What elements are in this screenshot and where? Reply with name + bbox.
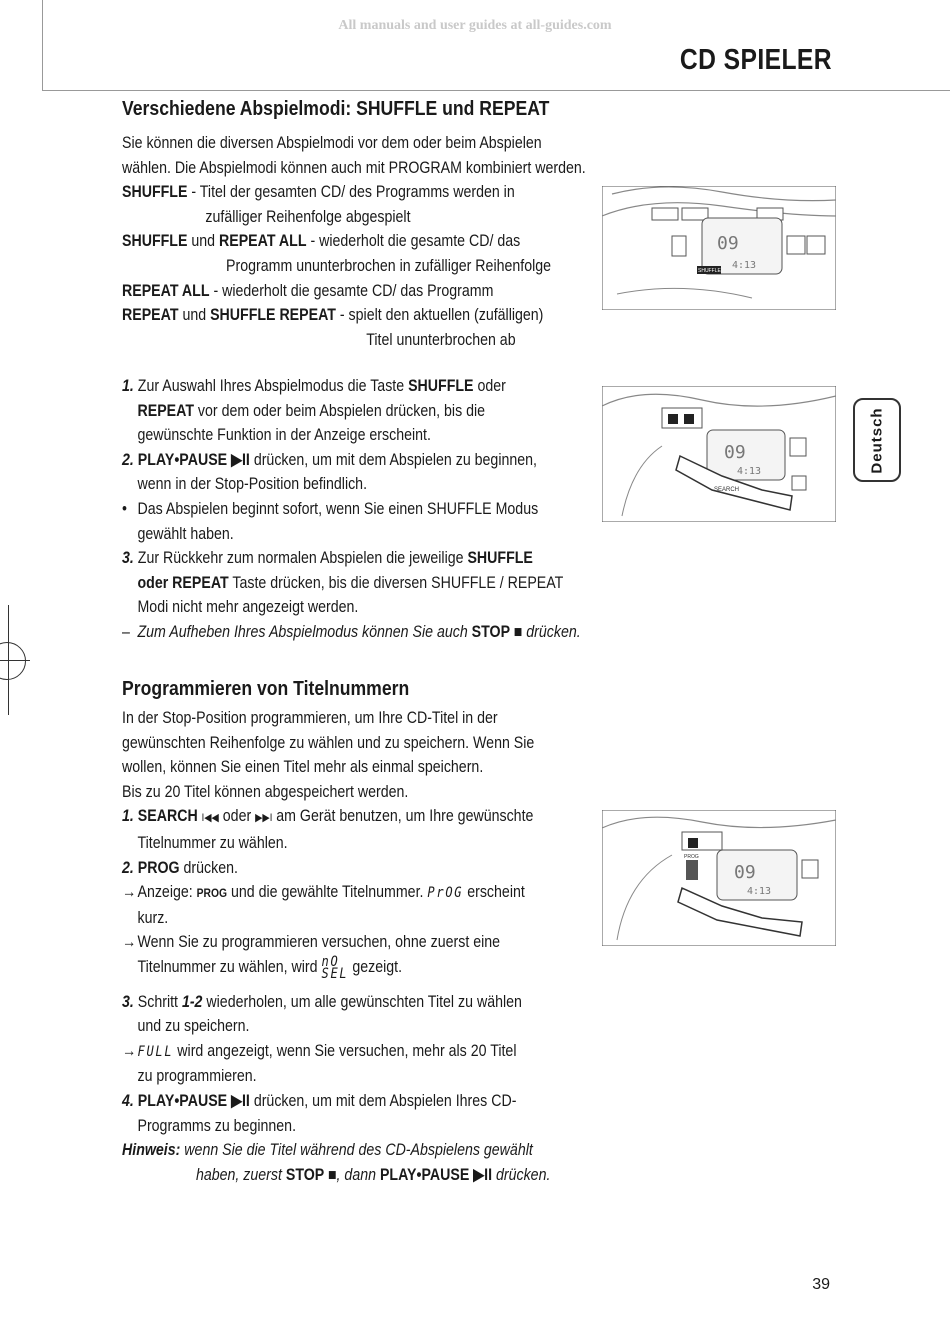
arrow-icon: →: [122, 1041, 137, 1060]
note: – Zum Aufheben Ihres Abspielmodus können Sie auch STOP ■ drücken.: [122, 622, 581, 641]
step-1-cont: gewünschte Funktion in der Anzeige erscheint.: [137, 426, 431, 445]
mode-repeat-shuffle-repeat: REPEAT und SHUFFLE REPEAT - spielt den aktuellen (zufälligen): [122, 306, 544, 325]
mode-shuffle-repeat-all: SHUFFLE und REPEAT ALL - wiederholt die gesamte CD/ das: [122, 232, 521, 251]
prev-icon: I◀◀: [201, 812, 219, 825]
hint-cont: haben, zuerst STOP ■, dann PLAY•PAUSE ▶II drücken.: [195, 1165, 551, 1184]
step-3-cont: Modi nicht mehr angezeigt werden.: [137, 598, 359, 617]
page-number: 39: [812, 1276, 830, 1293]
step-2: 2. PLAY•PAUSE ▶II drücken, um mit dem Abspielen zu beginnen,: [122, 450, 537, 469]
intro-line: Bis zu 20 Titel können abgespeichert werden.: [122, 782, 409, 801]
lcd-digits: 09: [717, 233, 739, 254]
search-label: SEARCH: [714, 487, 740, 493]
cd-player-figure-shuffle: [602, 186, 836, 310]
intro-line: gewünschten Reihenfolge zu wählen und zu speichern. Wenn Sie: [122, 733, 535, 752]
result-3-cont: zu programmieren.: [137, 1067, 257, 1086]
lcd-sub: 4:13: [737, 466, 762, 477]
mode-repeat-all: REPEAT ALL - wiederholt die gesamte CD/ das Programm: [122, 281, 494, 300]
step-2-cont: wenn in der Stop-Position befindlich.: [137, 475, 368, 494]
lcd-digits: 09: [724, 442, 746, 463]
result-2-cont: Titelnummer zu wählen, wird nO SEL gezeigt.: [137, 953, 403, 982]
arrow-icon: →: [122, 933, 137, 952]
step-3: 3. Zur Rückkehr zum normalen Abspielen die jeweilige SHUFFLE: [122, 549, 533, 568]
intro-line: wählen. Die Abspielmodi können auch mit PROGRAM kombiniert werden.: [122, 158, 586, 177]
result-1-cont: kurz.: [137, 908, 169, 927]
intro-line: wollen, können Sie einen Titel mehr als einmal speichern.: [122, 758, 484, 777]
lcd-digits: 09: [734, 862, 756, 883]
lcd-full: FULL: [137, 1043, 174, 1060]
step-3: 3. Schritt 1-2 wiederholen, um alle gewünschten Titel zu wählen: [122, 992, 522, 1011]
lcd-sub: 4:13: [732, 260, 757, 271]
mode-shuffle-repeat-all-cont: Programm ununterbrochen in zufälliger Reihenfolge: [226, 256, 552, 275]
step-2: 2. PROG drücken.: [122, 858, 238, 877]
cd-player-figure-prog: [602, 810, 836, 946]
watermark: All manuals and user guides at all-guides.com: [338, 18, 612, 33]
result-1: →Anzeige: PROG und die gewählte Titelnummer. PrOG erscheint: [122, 880, 535, 906]
language-tab: Deutsch: [853, 398, 901, 482]
mode-shuffle: SHUFFLE - Titel der gesamten CD/ des Programms werden in: [122, 183, 515, 202]
bullet-cont: gewählt haben.: [137, 524, 234, 543]
step-1: 1. Zur Auswahl Ihres Abspielmodus die Taste SHUFFLE oder: [122, 377, 506, 395]
step-4: 4. PLAY•PAUSE ▶II drücken, um mit dem Abspielen Ihres CD-: [122, 1091, 517, 1110]
step-3-cont: und zu speichern.: [137, 1017, 250, 1036]
program-section-body: [122, 706, 602, 1187]
step-1-cont: REPEAT vor dem oder beim Abspielen drücken, bis die: [137, 401, 486, 420]
lcd-no-sel: nO SEL: [321, 953, 349, 982]
bullet: • Das Abspielen beginnt sofort, wenn Sie einen SHUFFLE Modus: [122, 499, 539, 518]
cd-player-figure-repeat: [602, 386, 836, 522]
mode-shuffle-cont: zufälliger Reihenfolge abgespielt: [205, 207, 411, 226]
result-2: →Wenn Sie zu programmieren versuchen, ohne zuerst eine: [122, 930, 535, 955]
step-1: 1. SEARCH I◀◀ oder ▶▶I am Gerät benutzen, um Ihre gewünschte: [122, 807, 534, 826]
step-4-cont: Programms zu beginnen.: [137, 1116, 297, 1135]
shuffle-steps: [122, 374, 602, 645]
mode-repeat-shuffle-repeat-cont: Titel ununterbrochen ab: [366, 330, 516, 349]
arrow-icon: →: [122, 883, 137, 902]
shuffle-section-title: Verschiedene Abspielmodi: SHUFFLE und REPEAT: [122, 98, 550, 120]
lcd-prog: PrOG: [427, 885, 464, 902]
intro-line: In der Stop-Position programmieren, um Ihre CD-Titel in der: [122, 709, 498, 727]
step-1-cont: Titelnummer zu wählen.: [137, 833, 288, 852]
section-title: CD SPIELER: [679, 44, 832, 76]
prog-label: PROG: [684, 854, 699, 860]
result-3: →FULL wird angezeigt, wenn Sie versuchen, mehr als 20 Titel: [122, 1039, 535, 1065]
lcd-sub: 4:13: [747, 886, 772, 897]
program-section-title: Programmieren von Titelnummern: [122, 678, 410, 700]
step-3-cont: oder REPEAT Taste drücken, bis die diversen SHUFFLE / REPEAT: [137, 573, 564, 592]
shuffle-section-body: [122, 131, 602, 352]
intro-line: Sie können die diversen Abspielmodi vor dem oder beim Abspielen: [122, 134, 542, 152]
registration-mark: [0, 642, 26, 680]
shuffle-label: SHUFFLE: [698, 268, 721, 274]
hint: Hinweis: wenn Sie die Titel während des CD-Abspielens gewählt: [122, 1141, 533, 1160]
next-icon: ▶▶I: [255, 812, 273, 825]
